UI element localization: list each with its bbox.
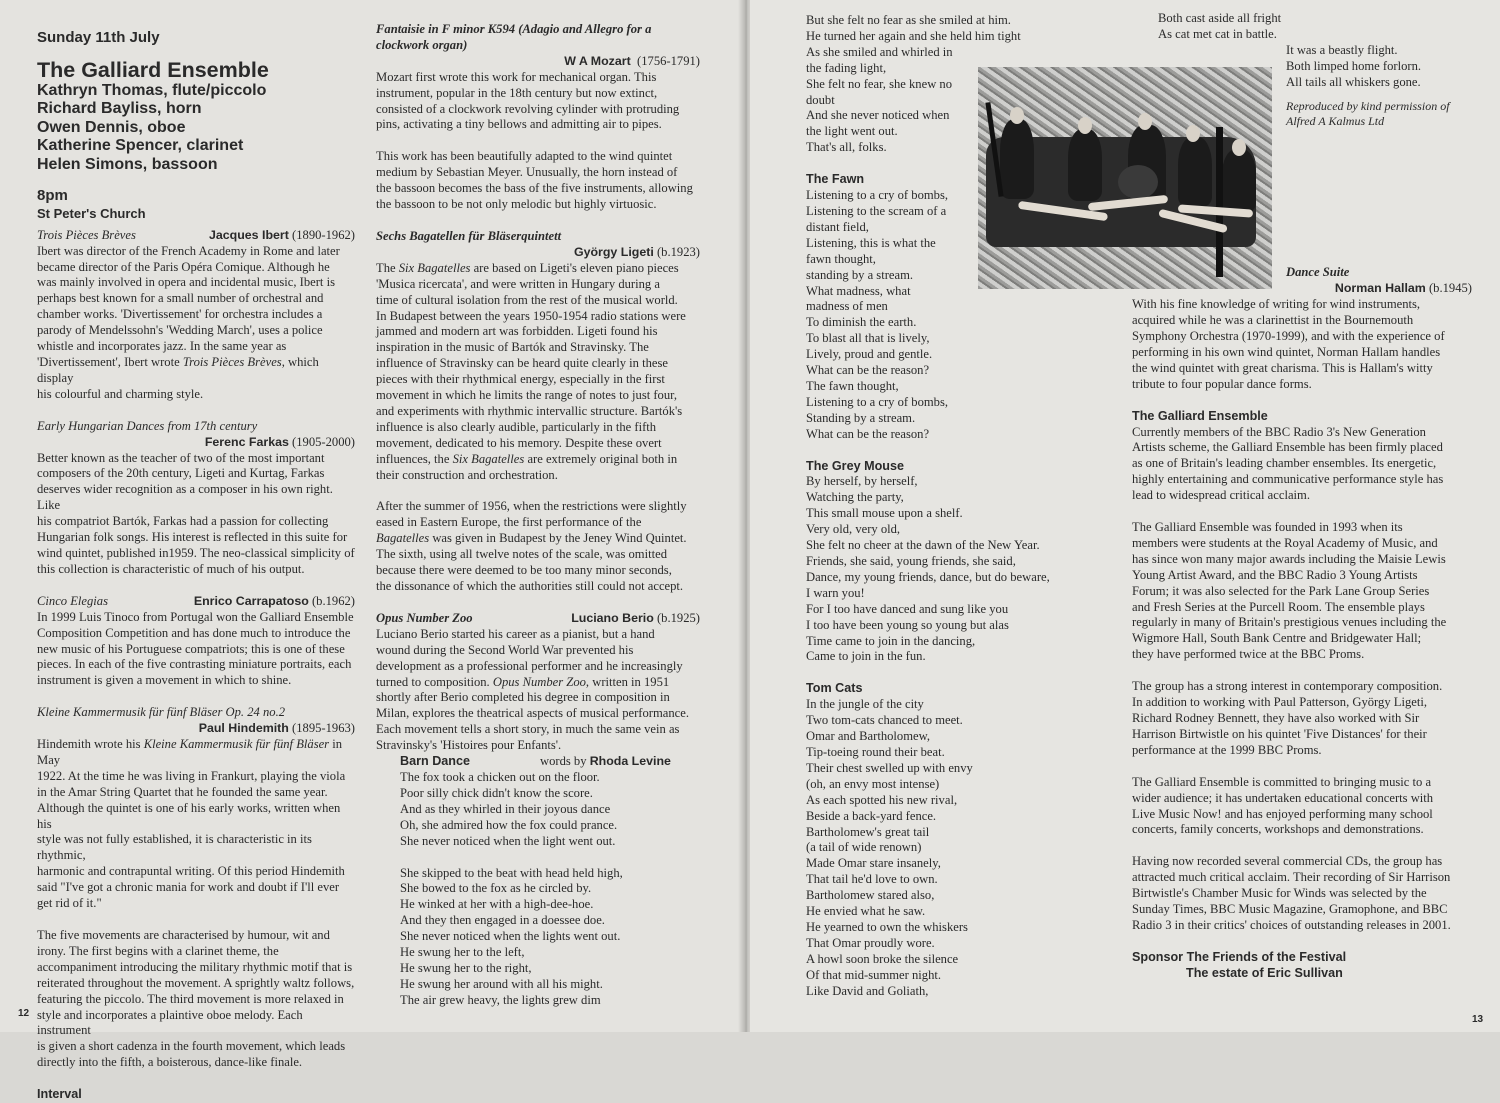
- bio-line: lead to widespread critical acclaim.: [1132, 488, 1310, 503]
- poem-line: All tails all whiskers gone.: [1286, 74, 1421, 89]
- programme-item-mozart: [376, 22, 700, 213]
- note-line: Ibert was director of the French Academy in Rome and later: [37, 243, 340, 258]
- performer: Owen Dennis, oboe: [37, 118, 186, 136]
- composer-dates: (1890-1962): [292, 227, 355, 242]
- sponsor-line: Sponsor The Friends of the Festival: [1132, 949, 1347, 964]
- poem-line: Dance, my young friends, dance, but do beware,: [806, 569, 1050, 584]
- composer-dates: (1756-1791): [637, 53, 700, 68]
- poem-line: doubt: [806, 92, 835, 107]
- note-line: The five movements are characterised by humour, wit and: [37, 928, 330, 942]
- note-line: Composition Competition and has done much to introduce the: [37, 625, 351, 640]
- biography-title: The Galliard Ensemble: [1132, 408, 1268, 423]
- poem-line: Both cast aside all fright: [1158, 11, 1282, 25]
- note-line: Symphony Orchestra (1970-1999), and with the experience of: [1132, 328, 1445, 343]
- note-line: in the Amar String Quartet that he founded the same year.: [37, 784, 328, 799]
- note-line: directly into the fifth, a boisterous, dance-like finale.: [37, 1055, 303, 1070]
- poem-line: Two tom-cats chanced to meet.: [806, 713, 963, 728]
- note-line: 'Musica ricercata', and were written in Hungary during a: [376, 276, 660, 291]
- poem-line: Watching the party,: [806, 490, 904, 505]
- poem-title: The Fawn: [806, 172, 865, 187]
- poem-line: He envied what he saw.: [806, 904, 926, 919]
- poem-line: Beside a back-yard fence.: [806, 808, 937, 823]
- poem-line: (a tail of wide renown): [806, 840, 922, 855]
- composer-name: Jacques Ibert: [208, 227, 289, 242]
- programme-item-farkas: [37, 419, 355, 578]
- performer: Helen Simons, bassoon: [37, 155, 218, 173]
- poem-line: He yearned to own the whiskers: [806, 919, 968, 934]
- poem-line: A howl soon broke the silence: [806, 951, 959, 966]
- poem-line: As cat met cat in battle.: [1158, 26, 1277, 41]
- musician-face: [1078, 117, 1092, 134]
- bio-line: concerts, family concerts, workshops and demonstrations.: [1132, 822, 1424, 837]
- bio-line: has since won many major awards including the Maisie Lewis: [1132, 551, 1446, 566]
- bio-line: and Fresh Series at the Purcell Room. The ensemble plays: [1132, 599, 1425, 614]
- poem-line: He winked at her with a high-dee-hoe.: [400, 897, 594, 912]
- composer-dates: (b.1923): [656, 244, 700, 259]
- left-column-1: [37, 30, 355, 1103]
- poem-line: Of that mid-summer night.: [806, 967, 942, 982]
- note-line: get rid of it.": [37, 896, 102, 911]
- bio-line: wider audience; it has undertaken educational concerts with: [1132, 790, 1434, 805]
- performer: Kathryn Thomas, flute/piccolo: [37, 81, 267, 99]
- poem-line: This small mouse upon a shelf.: [806, 506, 963, 521]
- composer-dates: (b.1945): [1428, 281, 1472, 296]
- bio-line: The group has a strong interest in contemporary composition.: [1132, 679, 1443, 694]
- note-line: eased in Eastern Europe, the first performance of the: [376, 515, 642, 530]
- bio-line: attracted much critical acclaim. Their recording of Sir Harrison: [1132, 870, 1451, 885]
- bio-line: Harrison Birtwistle on his quintet 'Five Distances' for their: [1132, 726, 1427, 741]
- note-line: wound during the Second World War prevented his: [376, 642, 634, 657]
- left-column-2: [376, 22, 700, 1009]
- note-line: reiterated throughout the movement. A sprightly waltz follows,: [37, 975, 355, 990]
- bio-line: regularly in many of Britain's prestigious venues including the: [1132, 615, 1447, 630]
- note-line: This work has been beautifully adapted to the wind quintet: [376, 149, 673, 164]
- note-line: was mainly involved in opera and incidental music, Ibert is: [37, 275, 335, 290]
- note-line: the bassoon becomes the bass of the five instruments, allowing: [376, 181, 693, 196]
- note-line: Bagatelles was given in Budapest by the Jeney Wind Quintet.: [376, 531, 687, 546]
- note-line: performing in his own wind quintet, Norman Hallam handles: [1132, 344, 1441, 359]
- ensemble-title: The Galliard Ensemble: [37, 57, 269, 82]
- poem-author: Rhoda Levine: [589, 754, 671, 769]
- poem-line: To diminish the earth.: [806, 315, 917, 330]
- note-line: influences, the Six Bagatelles are extremely original both in: [376, 451, 678, 466]
- note-line: his compatriot Bartók, Farkas had a passion for collecting: [37, 514, 329, 529]
- musician-figure: [1178, 137, 1212, 207]
- bio-line: Currently members of the BBC Radio 3's New Generation: [1132, 424, 1426, 439]
- note-line: consisted of a clockwork revolving cylinder with protruding: [376, 101, 680, 116]
- poem-line: Standing by a stream.: [806, 410, 916, 425]
- horn-shape: [1118, 165, 1158, 199]
- bio-line: Forum; it was also selected for the Park Lane Group Series: [1132, 583, 1430, 598]
- bio-line: performance at the 1999 BBC Proms.: [1132, 742, 1322, 757]
- poem-line: To blast all that is lively,: [806, 331, 930, 346]
- poem-line: (oh, an envy most intense): [806, 776, 940, 791]
- note-line: Hindemith wrote his Kleine Kammermusik für fünf Bläser in May: [37, 737, 343, 767]
- poem-title: Barn Dance: [400, 754, 470, 769]
- musician-face: [1186, 125, 1200, 142]
- note-line: jammed and modern art was forbidden. Ligeti found his: [376, 324, 658, 339]
- note-line: deserves wider recognition as a composer in his own right. Like: [37, 482, 333, 513]
- concert-date: Sunday 11th July: [37, 29, 160, 46]
- note-line: The sixth, using all twelve notes of the scale, was omitted: [376, 547, 667, 562]
- composer-name: Luciano Berio: [571, 610, 654, 625]
- page-number-right: 13: [1472, 1014, 1484, 1025]
- note-line: their construction and orchestration.: [376, 467, 558, 482]
- composer-name: Ferenc Farkas: [204, 434, 289, 449]
- poem-line: Both limped home forlorn.: [1286, 58, 1422, 73]
- note-line: is given a short cadenza in the fourth movement, which leads: [37, 1039, 346, 1054]
- permission-note: Alfred A Kalmus Ltd: [1286, 114, 1385, 129]
- musician-figure: [1000, 119, 1034, 199]
- note-line: turned to composition. Opus Number Zoo, written in 1951: [376, 674, 670, 689]
- bio-line: members were students at the Royal Academy of Music, and: [1132, 535, 1438, 550]
- musician-face: [1138, 113, 1152, 130]
- note-line: movement, dedicated to his memory. Despite these overt: [376, 435, 662, 450]
- note-line: Each movement tells a short story, in much the same vein as: [376, 722, 680, 737]
- poem-line: That tail he'd love to own.: [806, 872, 938, 887]
- poem-line: She never noticed when the light went out.: [400, 833, 616, 848]
- programme-item-berio: [376, 611, 700, 754]
- poem-line: Listening to a cry of bombs,: [806, 188, 949, 203]
- work-title-cont: clockwork organ): [376, 37, 468, 52]
- poem-line: I too have been young so young but alas: [806, 617, 1009, 632]
- note-line: whistle and incorporates jazz. In the same year as: [37, 339, 287, 354]
- note-line: his colourful and charming style.: [37, 386, 204, 401]
- poem-line: Omar and Bartholomew,: [806, 729, 931, 744]
- concert-time: 8pm: [37, 186, 68, 204]
- composer-dates: (b.1962): [311, 593, 355, 608]
- poem-line: Bartholomew's great tail: [806, 824, 930, 839]
- poem-title: Tom Cats: [806, 681, 863, 696]
- poem-tom-cats-end: [1132, 11, 1472, 43]
- note-line: new music of his Portuguese compatriots; this is one of these: [37, 641, 345, 656]
- composer-dates: (b.1925): [656, 610, 700, 625]
- bio-line: Richard Rodney Bennett, they have also worked with Sir: [1132, 711, 1420, 725]
- poem-line: What madness, what: [806, 283, 911, 298]
- note-line: acquired while he was a clarinettist in the Bournemouth: [1132, 313, 1414, 328]
- note-line: pins, activating a tiny bellows and admitting air to pipes.: [376, 117, 662, 132]
- poem-line: Poor silly chick didn't know the score.: [400, 785, 593, 800]
- note-line: In Budapest between the years 1950-1954 radio stations were: [376, 308, 686, 323]
- poem-line: distant field,: [806, 219, 869, 234]
- bio-line: The Galliard Ensemble was founded in 1993 when its: [1132, 520, 1403, 535]
- poem-line: Made Omar stare insanely,: [806, 856, 941, 871]
- programme-item-ligeti: [376, 229, 700, 595]
- poem-line: fawn thought,: [806, 251, 876, 266]
- poem-line: In the jungle of the city: [806, 697, 924, 712]
- note-line: and experiments with rhythmic intervallic structure. Bartók's: [376, 403, 683, 418]
- programme-item-carrapatoso: [37, 594, 355, 689]
- note-line: With his fine knowledge of writing for wind instruments,: [1132, 297, 1421, 312]
- work-title: Cinco Elegias: [37, 593, 109, 608]
- note-line: Luciano Berio started his career as a pianist, but a hand: [376, 626, 655, 641]
- note-line: accompaniment introducing the military rhythmic motif that is: [37, 959, 353, 974]
- permission-note: Reproduced by kind permission of: [1286, 98, 1450, 113]
- poem-line: The fawn thought,: [806, 378, 899, 393]
- bio-line: Birtwistle's Chamber Music for Winds was selected by the: [1132, 886, 1427, 901]
- poem-line: What can be the reason?: [806, 426, 930, 441]
- poem-line: Friends, she said, young friends, she said,: [806, 554, 1016, 568]
- work-title: Sechs Bagatellen für Bläserquintett: [376, 228, 562, 243]
- note-line: parody of Mendelssohn's 'Wedding March', uses a police: [37, 323, 323, 338]
- note-line: harmonic and contrapuntal writing. Of this period Hindemith: [37, 864, 345, 879]
- poem-line: the light went out.: [806, 124, 898, 139]
- bio-line: Having now recorded several commercial CDs, the group has: [1132, 854, 1443, 869]
- poem-title: The Grey Mouse: [806, 458, 904, 473]
- poem-line: Bartholomew stared also,: [806, 888, 935, 903]
- note-line: shortly after Berio completed his degree in composition in: [376, 690, 670, 705]
- note-line: 'Divertissement', Ibert wrote Trois Pièces Brèves, which display: [37, 355, 319, 385]
- poem-line: But she felt no fear as she smiled at him.: [806, 13, 1011, 27]
- work-title: Opus Number Zoo: [376, 610, 473, 625]
- note-line: pieces. In each of the five contrasting miniature portraits, each: [37, 657, 352, 672]
- composer-dates: (1905-2000): [292, 434, 355, 449]
- note-line: because there were deemed to be too many minor seconds,: [376, 563, 672, 578]
- poem-line: Lively, proud and gentle.: [806, 347, 933, 362]
- note-line: Milan, explores the theatrical aspects of musical performance.: [376, 706, 689, 721]
- poem-tom-cats: [806, 681, 1136, 999]
- concert-venue: St Peter's Church: [37, 205, 146, 221]
- poem-line: She bowed to the fox as he circled by.: [400, 881, 592, 896]
- poem-line: Listening, this is what the: [806, 235, 936, 250]
- poem-line: standing by a stream.: [806, 267, 914, 282]
- poem-line: He swung her to the left,: [400, 945, 525, 960]
- composer-name: Paul Hindemith: [198, 721, 289, 736]
- bio-line: Live Music Now! and has enjoyed performing many school: [1132, 806, 1433, 821]
- bio-line: In addition to working with Paul Patterson, György Ligeti,: [1132, 695, 1427, 710]
- words-by-label: words by: [540, 754, 587, 769]
- bio-line: as one of Britain's leading chamber ensembles. Its energetic,: [1132, 456, 1437, 471]
- bio-line: Radio 3 in their critics' choices of outstanding releases in 2001.: [1132, 917, 1451, 932]
- poem-line: madness of men: [806, 299, 888, 314]
- poem-line: For I too have danced and sung like you: [806, 601, 1009, 616]
- poem-line: And as they whirled in their joyous dance: [400, 801, 611, 816]
- note-line: perhaps best known for a small number of orchestral and: [37, 291, 324, 306]
- bio-line: Young Artist Award, and the BBC Radio 3 Young Artists: [1132, 567, 1418, 582]
- musician-figure: [1222, 149, 1256, 213]
- programme-item-hindemith: [37, 705, 355, 1071]
- poem-line: Tip-toeing round their beat.: [806, 744, 945, 759]
- note-line: influence of Stravinsky can be heard quite clearly in these: [376, 356, 668, 371]
- note-line: development as a professional performer and he increasingly: [376, 658, 683, 673]
- page-left: [0, 0, 742, 1102]
- note-line: Better known as the teacher of two of the most important: [37, 450, 325, 465]
- poem-barn-dance: [376, 754, 700, 1009]
- note-line: style and incorporates a plaintive oboe melody. Each instrument: [37, 1007, 303, 1038]
- note-line: the dissonance of which the authorities still could not accept.: [376, 579, 684, 593]
- performer: Richard Bayliss, horn: [37, 100, 202, 118]
- composer-name: W A Mozart: [564, 53, 631, 68]
- work-title: Dance Suite: [1286, 265, 1350, 280]
- performer-list: [37, 82, 355, 174]
- poem-line: Time came to join in the dancing,: [806, 633, 976, 648]
- poem-line: And they then engaged in a doessee doe.: [400, 913, 605, 928]
- note-line: said "I've got a chronic mania for work and doubt if I'll ever: [37, 880, 340, 895]
- note-line: The Six Bagatelles are based on Ligeti's eleven piano pieces: [376, 260, 679, 275]
- note-line: influence is also clearly audible, particularly in the fifth: [376, 419, 657, 434]
- note-line: pieces with their rhythmical energy, especially in the first: [376, 372, 665, 387]
- bio-line: Wigmore Hall, South Bank Centre and Bridgewater Hall;: [1132, 631, 1422, 646]
- note-line: Hungarian folk songs. His interest is reflected in this suite for: [37, 530, 348, 545]
- poem-line: That's all, folks.: [806, 140, 887, 155]
- poem-line: That Omar proudly wore.: [806, 935, 935, 950]
- bio-line: they have performed twice at the BBC Proms.: [1132, 647, 1365, 662]
- poem-line: Came to join in the fun.: [806, 649, 926, 664]
- poem-line: She skipped to the beat with head held high,: [400, 865, 623, 880]
- note-line: the wind quintet with great charisma. This is Hallam's witty: [1132, 360, 1433, 375]
- note-line: medium by Sebastian Meyer. Unusually, the horn instead of: [376, 165, 678, 180]
- note-line: Mozart first wrote this work for mechanical organ. This: [376, 69, 657, 84]
- bio-line: Artists scheme, the Galliard Ensemble has been firmly placed: [1132, 440, 1443, 455]
- note-line: wind quintet, published in1959. The neo-classical simplicity of: [37, 545, 355, 560]
- poem-line: Listening to a cry of bombs,: [806, 394, 949, 409]
- poem-line: The air grew heavy, the lights grew dim: [400, 992, 601, 1007]
- composer-name: Norman Hallam: [1334, 281, 1426, 296]
- note-line: Stravinsky's 'Histoires pour Enfants'.: [376, 738, 562, 753]
- musician-figure: [1068, 129, 1102, 201]
- poem-line: What can be the reason?: [806, 363, 930, 378]
- page-number-left: 12: [18, 1008, 30, 1019]
- sponsor-line-2: The estate of Eric Sullivan: [1186, 965, 1343, 980]
- programme-item-ibert: [37, 228, 355, 403]
- poem-line: She never noticed when the lights went out.: [400, 929, 621, 944]
- note-line: tribute to four popular dance forms.: [1132, 376, 1312, 391]
- musician-face: [1232, 139, 1246, 156]
- note-line: irony. The first begins with a clarinet theme, the: [37, 943, 279, 958]
- note-line: style was not fully established, it is characteristic in its rhythmic,: [37, 832, 312, 863]
- note-line: time of cultural isolation from the rest of the musical world.: [376, 292, 678, 307]
- poem-line: And she never noticed when: [806, 108, 950, 123]
- poem-line: She felt no fear, she knew no: [806, 76, 953, 91]
- musician-face: [1010, 107, 1024, 124]
- poem-line: Their chest swelled up with envy: [806, 760, 973, 775]
- note-line: became director of the Paris Opéra Comique. Although he: [37, 259, 330, 274]
- work-title: Kleine Kammermusik für fünf Bläser Op. 24 no.2: [37, 705, 286, 720]
- poem-line: As each spotted his new rival,: [806, 792, 958, 807]
- ensemble-photo: [978, 67, 1272, 289]
- poem-line: He swung her to the right,: [400, 960, 532, 975]
- composer-name: Enrico Carrapatoso: [193, 593, 309, 608]
- work-title: Early Hungarian Dances from 17th century: [37, 418, 258, 433]
- work-title: Trois Pièces Brèves: [37, 227, 136, 242]
- note-line: movement in which he limits the range of notes to just four,: [376, 388, 677, 403]
- poem-line: Oh, she admired how the fox could prance.: [400, 817, 618, 832]
- poem-line: As she smiled and whirled in: [806, 44, 953, 59]
- note-line: inspiration in the music of Bartók and Stravinsky. The: [376, 340, 649, 355]
- poem-line: The fox took a chicken out on the floor.: [400, 769, 600, 784]
- poem-line: It was a beastly flight.: [1286, 42, 1398, 57]
- bio-line: The Galliard Ensemble is committed to bringing music to a: [1132, 774, 1432, 789]
- poem-line: Listening to the scream of a: [806, 203, 947, 218]
- ensemble-biography: [1132, 409, 1472, 934]
- note-line: After the summer of 1956, when the restrictions were slightly: [376, 499, 687, 514]
- poem-line: She felt no cheer at the dawn of the New Year.: [806, 538, 1040, 553]
- poem-line: By herself, by herself,: [806, 474, 918, 489]
- bio-line: highly entertaining and communicative performance style has: [1132, 472, 1444, 487]
- work-title: Fantaisie in F minor K594 (Adagio and Allegro for a: [376, 22, 652, 36]
- poem-line: He swung her around with all his might.: [400, 976, 603, 991]
- poem-line: the fading light,: [806, 60, 887, 75]
- bassoon-shape: [1216, 127, 1223, 277]
- note-line: 1922. At the time he was living in Frankurt, playing the viola: [37, 768, 346, 783]
- note-line: featuring the piccolo. The third movement is more relaxed in: [37, 991, 344, 1006]
- note-line: instrument is given a movement in which to shine.: [37, 673, 292, 688]
- note-line: composers of the 20th century, Ligeti and Kurtag, Farkas: [37, 466, 325, 481]
- note-line: the bassoon to be not only melodic but highly virtuosic.: [376, 197, 657, 212]
- note-line: chamber works. 'Divertissement' for orchestra includes a: [37, 307, 323, 322]
- poem-the-grey-mouse: [806, 459, 1136, 666]
- interval-heading: Interval: [37, 1087, 82, 1102]
- composer-name: György Ligeti: [573, 244, 654, 259]
- note-line: instrument, popular in the 18th century but now extinct,: [376, 85, 658, 100]
- note-line: this collection is characteristic of much of his output.: [37, 561, 305, 576]
- poem-line: Very old, very old,: [806, 522, 901, 537]
- note-line: In 1999 Luis Tinoco from Portugal won the Galliard Ensemble: [37, 609, 354, 624]
- poem-line: Like David and Goliath,: [806, 983, 929, 998]
- composer-dates: (1895-1963): [292, 721, 355, 736]
- note-line: Although the quintet is one of his early works, written when his: [37, 800, 341, 831]
- bio-line: Sunday Times, BBC Music Magazine, Gramophone, and BBC: [1132, 902, 1448, 917]
- poem-line: He turned her again and she held him tight: [806, 28, 1021, 43]
- performer: Katherine Spencer, clarinet: [37, 137, 244, 155]
- poem-line: I warn you!: [806, 585, 865, 600]
